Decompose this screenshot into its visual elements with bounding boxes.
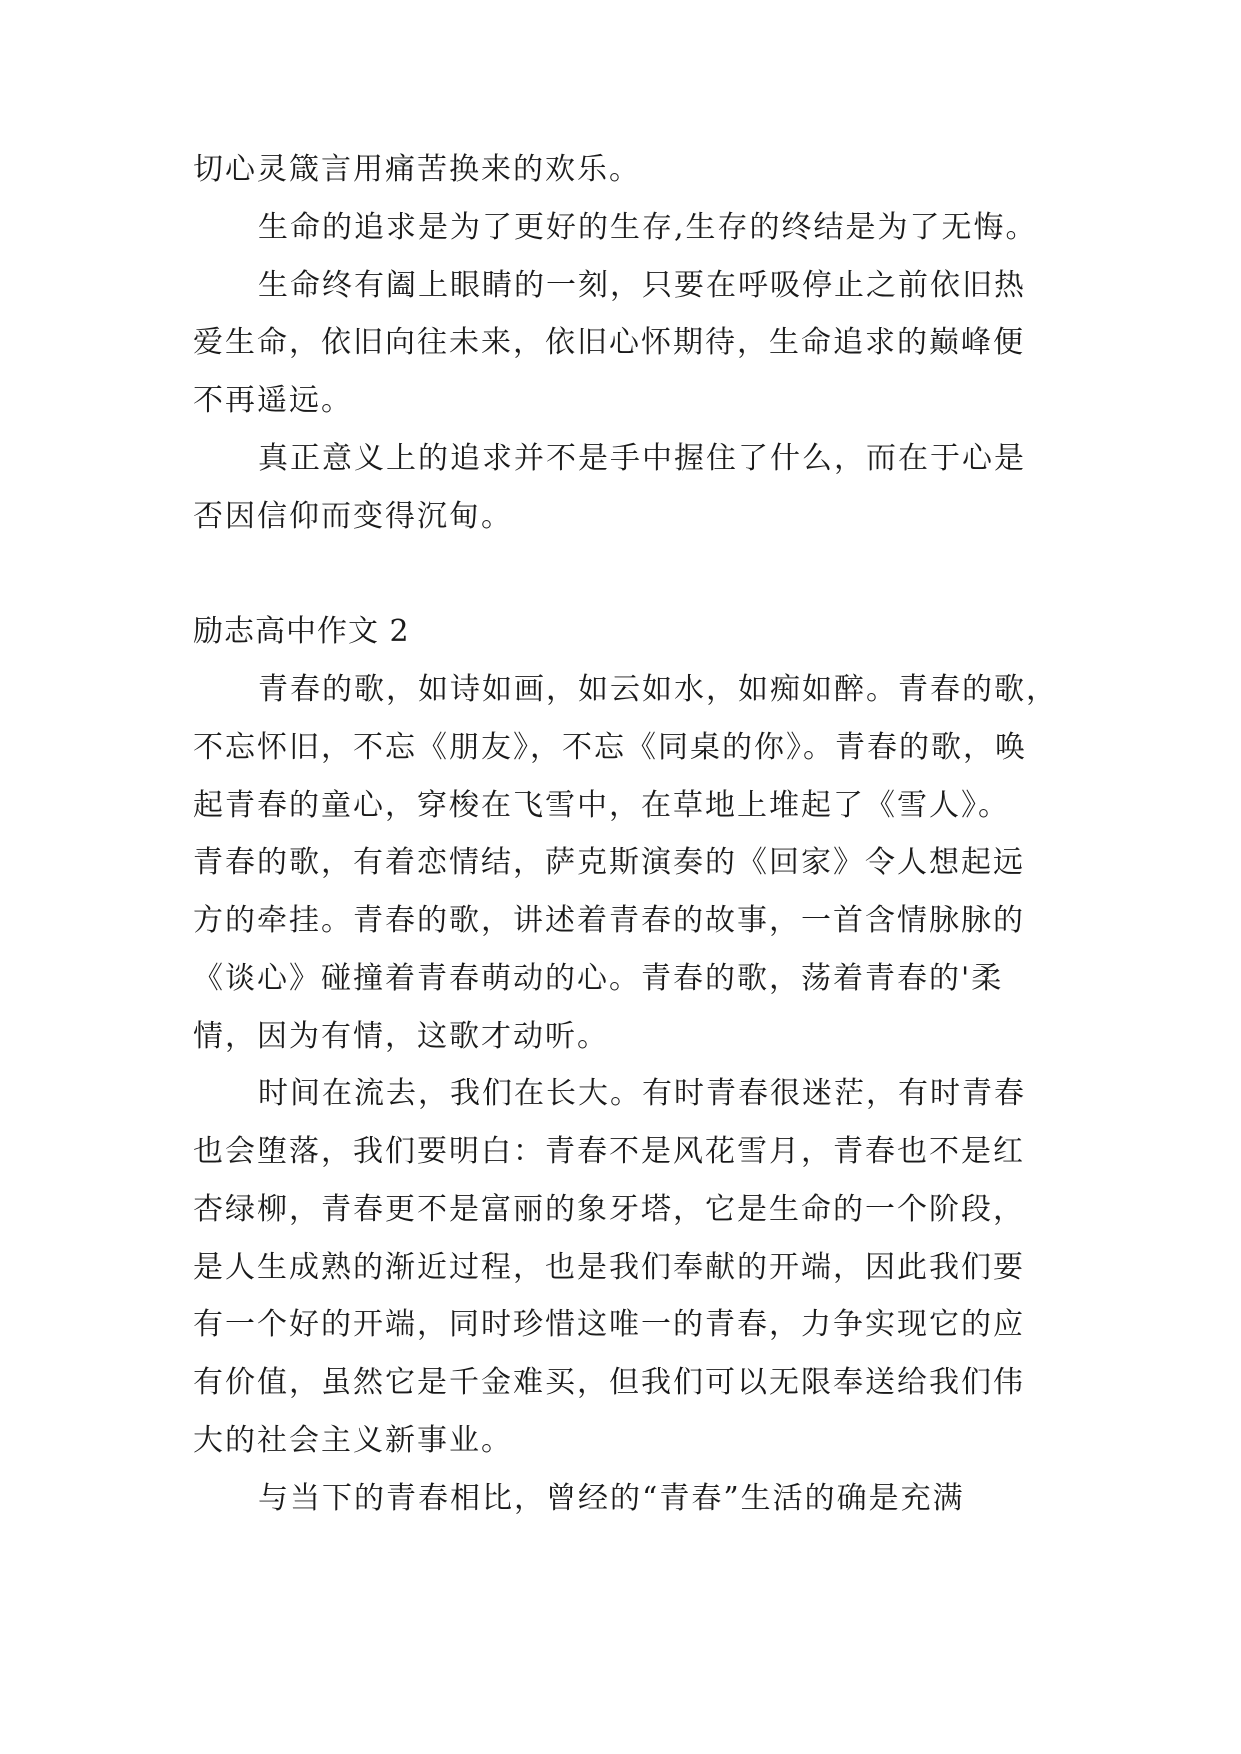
paragraph-line: 不再遥远。 [193, 383, 353, 418]
paragraph-line: 真正意义上的追求并不是手中握住了什么，而在于心是 [258, 441, 1026, 476]
paragraph-line: 切心灵箴言用痛苦换来的欢乐。 [193, 152, 641, 187]
paragraph-line: 情，因为有情，这歌才动听。 [193, 1019, 609, 1054]
paragraph-line: 爱生命，依旧向往未来，依旧心怀期待，生命追求的巅峰便 [193, 325, 1025, 360]
paragraph-line: 大的社会主义新事业。 [193, 1423, 513, 1458]
paragraph-line: 起青春的童心，穿梭在飞雪中，在草地上堆起了《雪人》。 [193, 788, 1010, 823]
paragraph-line: 与当下的青春相比，曾经的“青春”生活的确是充满 [258, 1481, 965, 1516]
paragraph-line: 时间在流去，我们在长大。有时青春很迷茫，有时青春 [258, 1076, 1026, 1111]
paragraph-line: 不忘怀旧，不忘《朋友》，不忘《同桌的你》。青春的歌，唤 [193, 730, 1027, 765]
paragraph-line: 杏绿柳，青春更不是富丽的象牙塔，它是生命的一个阶段， [193, 1192, 1025, 1227]
paragraph-line: 是人生成熟的渐近过程，也是我们奉献的开端，因此我们要 [193, 1250, 1025, 1285]
paragraph-line: 《谈心》碰撞着青春萌动的心。青春的歌，荡着青春的'柔 [193, 961, 1004, 996]
paragraph-line: 生命终有阖上眼睛的一刻，只要在呼吸停止之前依旧热 [258, 268, 1026, 303]
section-heading: 励志高中作文 2 [193, 614, 410, 649]
paragraph-line: 也会堕落，我们要明白：青春不是风花雪月，青春也不是红 [193, 1134, 1025, 1169]
paragraph-line: 青春的歌，如诗如画，如云如水，如痴如醉。青春的歌， [258, 672, 1058, 707]
paragraph-line: 方的牵挂。青春的歌，讲述着青春的故事，一首含情脉脉的 [193, 903, 1025, 938]
paragraph-line: 有一个好的开端，同时珍惜这唯一的青春，力争实现它的应 [193, 1307, 1025, 1342]
paragraph-line: 否因信仰而变得沉甸。 [193, 499, 513, 534]
paragraph-line: 青春的歌，有着恋情结，萨克斯演奏的《回家》令人想起远 [193, 845, 1025, 880]
paragraph-line: 生命的追求是为了更好的生存,生存的终结是为了无悔。 [258, 210, 1038, 245]
paragraph-line: 有价值，虽然它是千金难买，但我们可以无限奉送给我们伟 [193, 1365, 1025, 1400]
